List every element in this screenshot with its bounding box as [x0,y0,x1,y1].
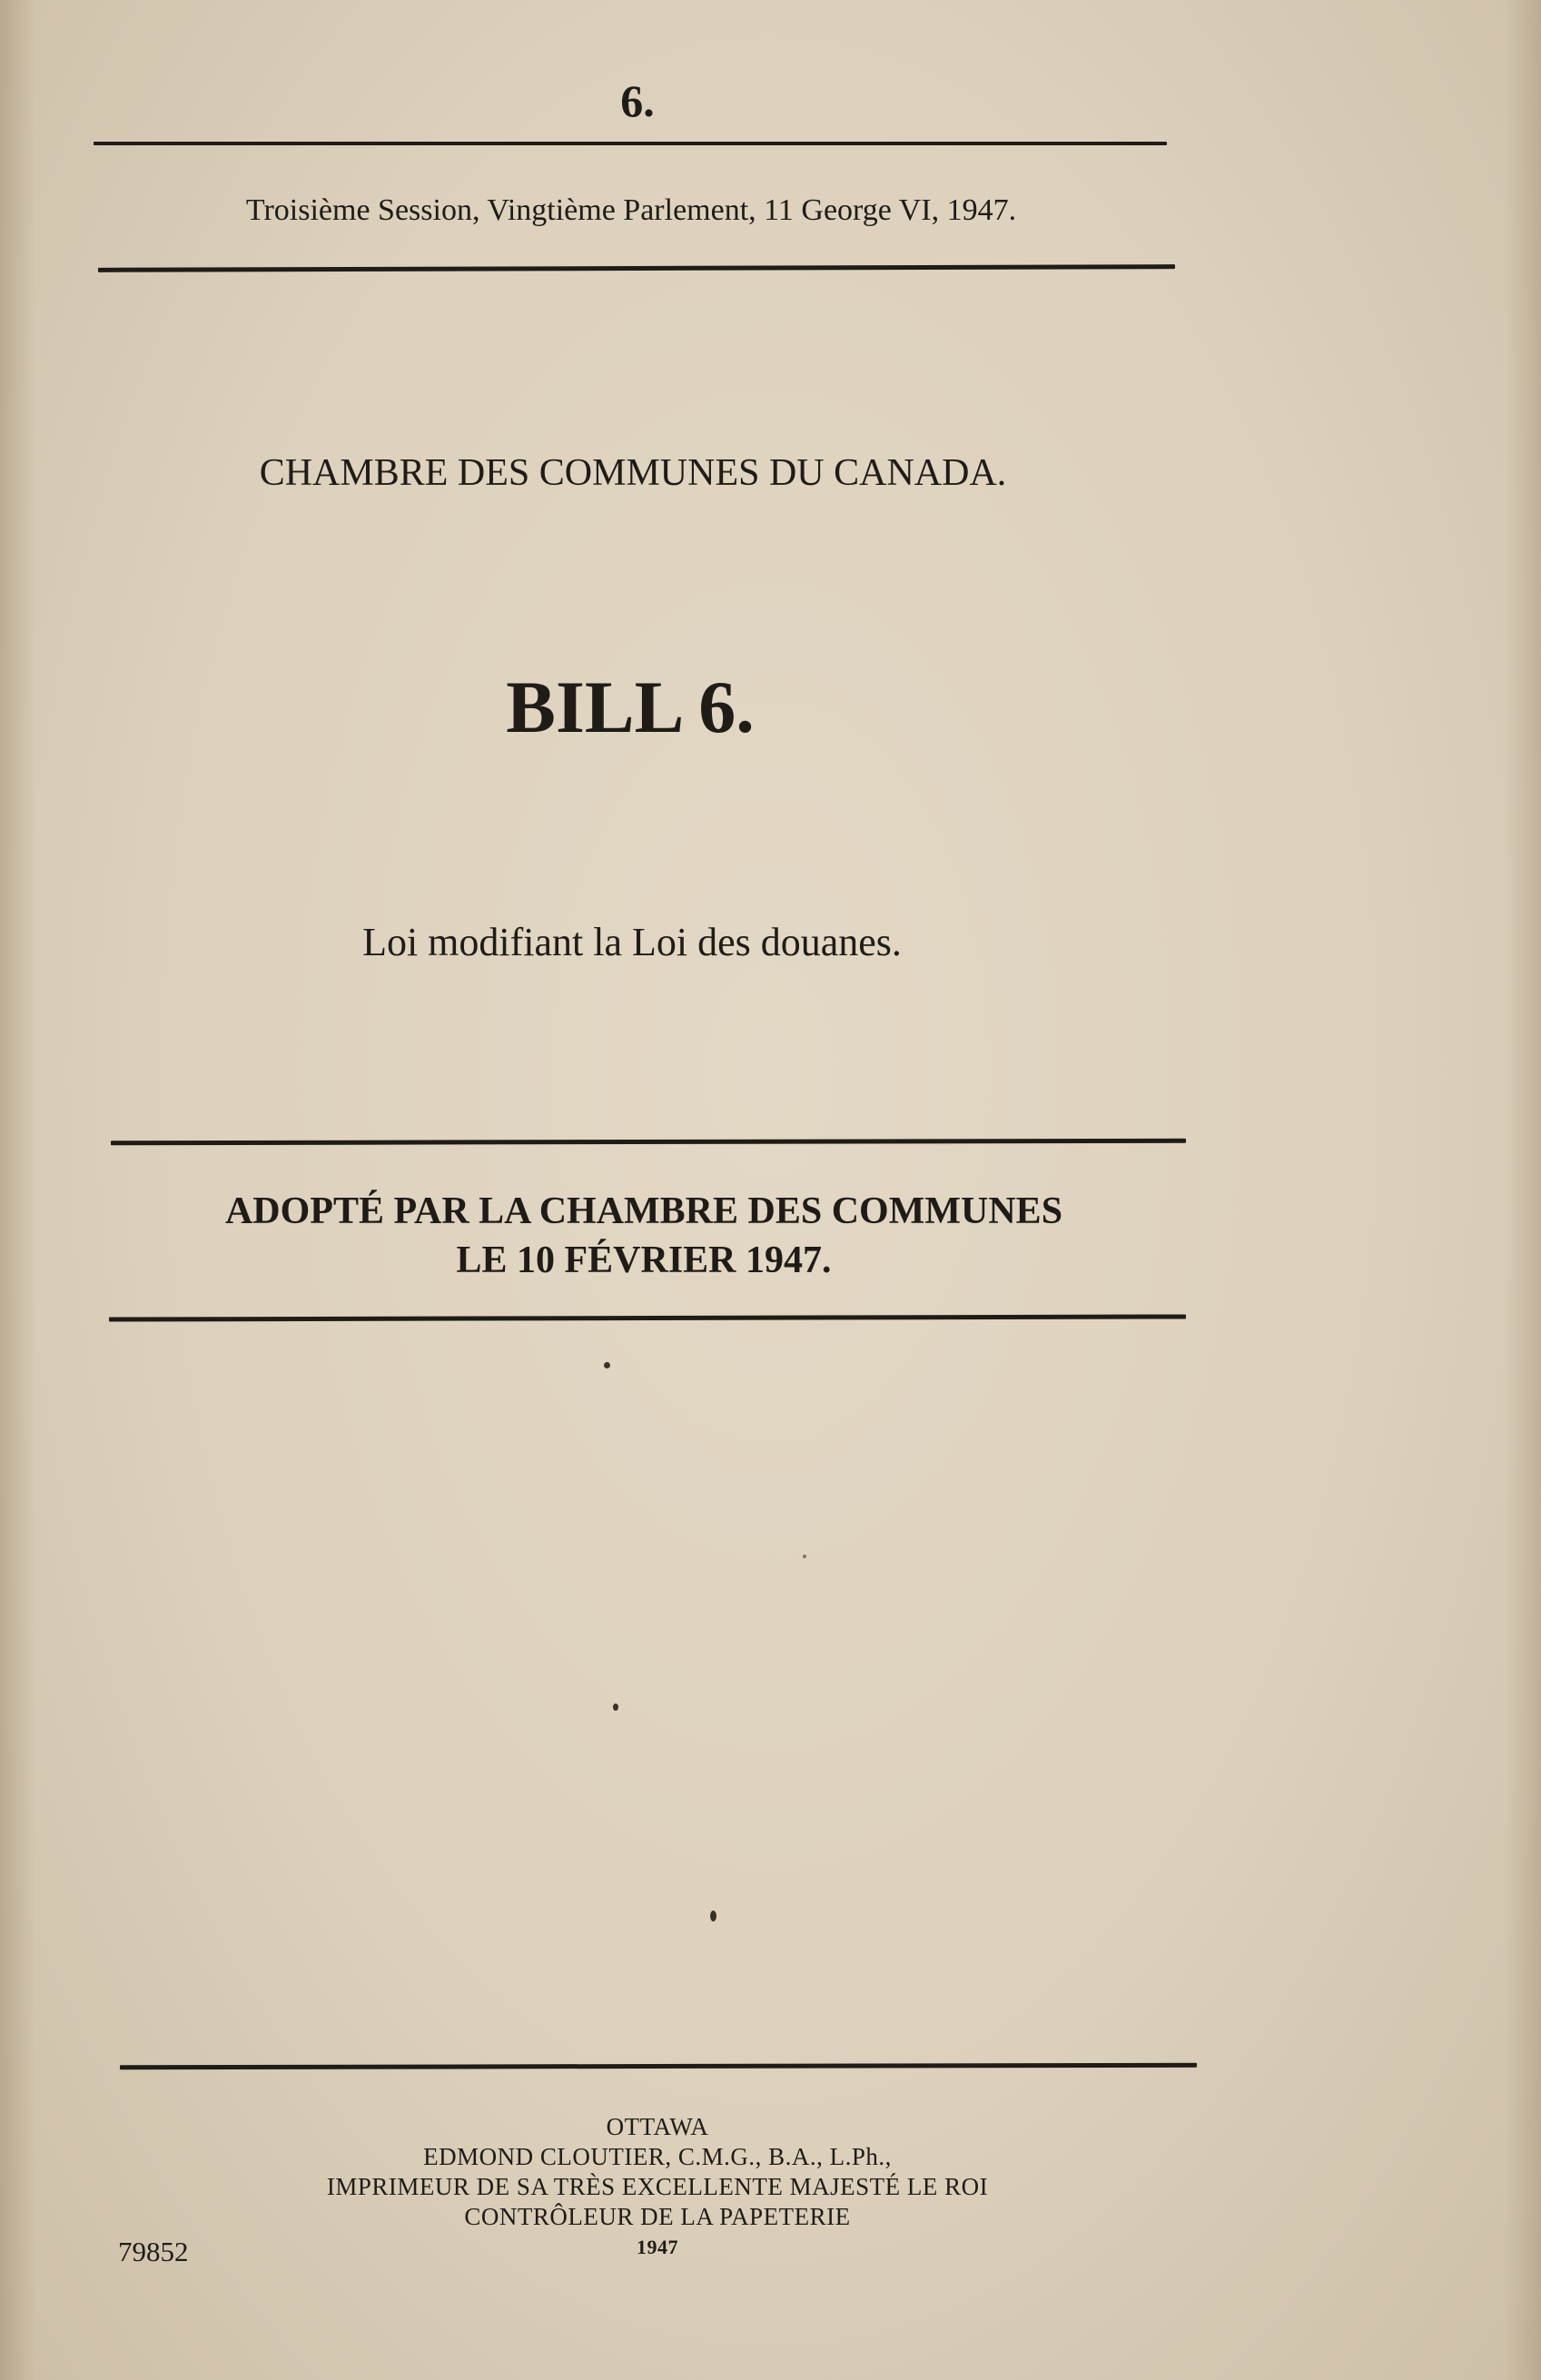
paper-speck [803,1555,806,1558]
print-number: 79852 [118,2236,189,2267]
session-line: Troisième Session, Vingtième Parlement, 11 George VI, 1947. [245,193,1017,227]
imprint-year: 1947 [637,2236,678,2258]
adopted-line-1: ADOPTÉ PAR LA CHAMBRE DES COMMUNES [224,1190,1063,1232]
bill-title: BILL 6. [506,666,755,748]
imprint-city: OTTAWA [606,2113,709,2140]
divider-above-adopted [111,1139,1186,1145]
imprint-printer: EDMOND CLOUTIER, C.M.G., B.A., L.Ph., [423,2143,892,2170]
imprint-title: IMPRIMEUR DE SA TRÈS EXCELLENTE MAJESTÉ LE ROI [326,2173,989,2200]
chamber-heading: CHAMBRE DES COMMUNES DU CANADA. [259,452,1007,494]
paper-speck [613,1704,618,1711]
imprint-office: CONTRÔLEUR DE LA PAPETERIE [464,2203,851,2230]
paper-speck [710,1911,716,1921]
bill-subject: Loi modifiant la Loi des douanes. [362,920,902,964]
divider-session [98,264,1175,272]
page-number: 6. [620,75,655,126]
divider-top [94,142,1167,145]
page-edge-shadow-right [1505,0,1541,2380]
divider-below-adopted [109,1314,1186,1321]
paper-speck [604,1362,610,1368]
divider-above-imprint [120,2063,1197,2069]
adopted-line-2: LE 10 FÉVRIER 1947. [456,1239,832,1281]
